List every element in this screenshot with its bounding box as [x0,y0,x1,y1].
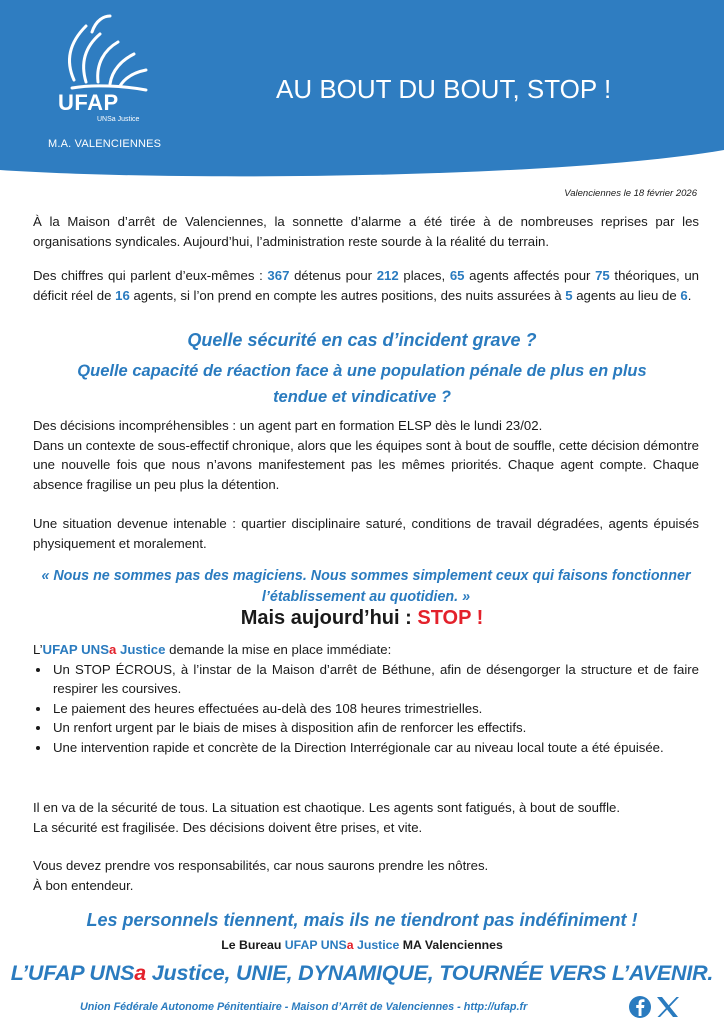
decisions-paragraph [33,416,699,494]
social-links [628,994,688,1025]
slogan-a: a [134,961,146,985]
bureau-a: a [346,938,354,952]
quote: « Nous ne sommes pas des magiciens. Nous sommes simplement ceux qui faisons fonctionner l’établissement au quotidien. » [41,568,691,605]
figures-text: Des chiffres qui parlent d’eux-mêmes : [33,268,268,283]
intro-paragraph: À la Maison d’arrêt de Valenciennes, la sonnette d’alarme a été tirée à de nombreuses reprises par les organisations syndicales. Aujourd’hui, l’administration reste sourde à la réalité du terrain. [33,214,699,249]
mais-text: Mais aujourd’hui : [240,607,418,629]
header-banner [0,0,724,180]
situation-paragraph: Une situation devenue intenable : quartier disciplinaire saturé, conditions de travail dégradées, agents épuisés physiquement et moralement. [33,516,699,551]
responsibility-paragraph [33,856,699,895]
responsibility-line-2: À bon entendeur. [33,877,134,893]
bureau-suffix: MA Valenciennes [399,938,503,952]
demands-prefix: L’ [33,642,43,657]
figures-text: agents au lieu de [572,287,681,303]
slogan-suffix: Justice, UNIE, DYNAMIQUE, TOURNÉE VERS L’AVENIR. [145,961,714,985]
places-count: 212 [376,268,399,283]
signature [0,938,724,952]
demands-list [33,660,699,758]
figures-text: places, [398,268,450,283]
security-line-1: Il en va de la sécurité de tous. La situation est chaotique. Les agents sont fatigués, à bout de souffle. [33,800,620,815]
mais-heading [0,607,724,630]
list-item: • Le paiement des heures effectuées au-delà des 108 heures trimestrielles. [51,699,699,719]
decisions-line-2: Dans un contexte de sous-effectif chronique, alors que les équipes sont à bout de souffle, cette décision démontre une nouvelle fois que nous n’avons manifestement pas les mêmes priorités. Chaque agent compte. Chaque absence fragilise un peu plus la détention. [33,437,699,492]
security-paragraph [33,798,699,837]
slogan-prefix: L’UFAP UNS [10,961,135,985]
expected-night-agents: 6 [680,287,688,303]
theoretical-count: 75 [595,268,610,283]
figures-text: agents, si l’on prend en compte les autres positions, des nuits assurées à [129,287,566,303]
agents-count: 65 [449,268,465,283]
site-name: M.A. VALENCIENNES [48,138,162,150]
responsibility-line-1: Vous devez prendre vos responsabilités, car nous saurons prendre les nôtres. [33,858,489,873]
x-icon[interactable] [657,997,679,1017]
demands-suffix: demande la mise en place immédiate: [165,642,392,657]
social-icons [628,994,688,1020]
night-agents-count: 5 [565,287,573,303]
org-a: a [109,642,117,657]
detenus-count: 367 [267,268,290,283]
demands-section [33,640,699,757]
figures-text: . [687,287,692,303]
slogan [0,961,724,986]
demands-intro [33,640,699,660]
org-ufap: UFAP UNS [42,642,109,657]
deficit-count: 16 [115,287,130,303]
figures-text: agents affectés pour [464,268,596,283]
list-item: • Un STOP ÉCROUS, à l’instar de la Maison d’arrêt de Béthune, afin de désengorger la structure et de faire respirer les coursives. [51,660,699,699]
figures-paragraph [33,266,699,305]
page-title: AU BOUT DU BOUT, STOP ! [276,74,612,104]
logo-text: UFAP [58,90,119,115]
bureau-prefix: Le Bureau [221,938,285,952]
stop-text: STOP ! [417,607,484,629]
bureau-justice: Justice [353,938,400,952]
question-1: Quelle sécurité en cas d’incident grave ? [187,330,537,350]
footer-text: Union Fédérale Autonome Pénitentiaire - Maison d’Arrêt de Valenciennes - http://ufap.fr [80,1001,528,1013]
list-item: • Une intervention rapide et concrète de la Direction Interrégionale car au niveau local toute a été épuisée. [51,738,699,758]
question-2: Quelle capacité de réaction face à une population pénale de plus en plus tendue et vindicative ? [77,362,647,406]
logo-subtitle: UNSa Justice [97,116,140,123]
figures-text: théoriques, un déficit réel de [33,268,699,303]
figures-text: détenus pour [289,268,377,283]
closing-statement: Les personnels tiennent, mais ils ne tiendront pas indéfiniment ! [86,910,638,930]
facebook-icon[interactable] [629,996,651,1018]
bureau-ufap: UFAP UNS [284,938,347,952]
decisions-line-1: Des décisions incompréhensibles : un agent part en formation ELSP dès le lundi 23/02. [33,418,543,433]
document-date: Valenciennes le 18 février 2026 [564,188,697,199]
list-item: • Un renfort urgent par le biais de mises à disposition afin de renforcer les effectifs. [51,718,699,738]
security-line-2: La sécurité est fragilisée. Des décisions doivent être prises, et vite. [33,819,423,835]
org-justice: Justice [116,642,166,657]
